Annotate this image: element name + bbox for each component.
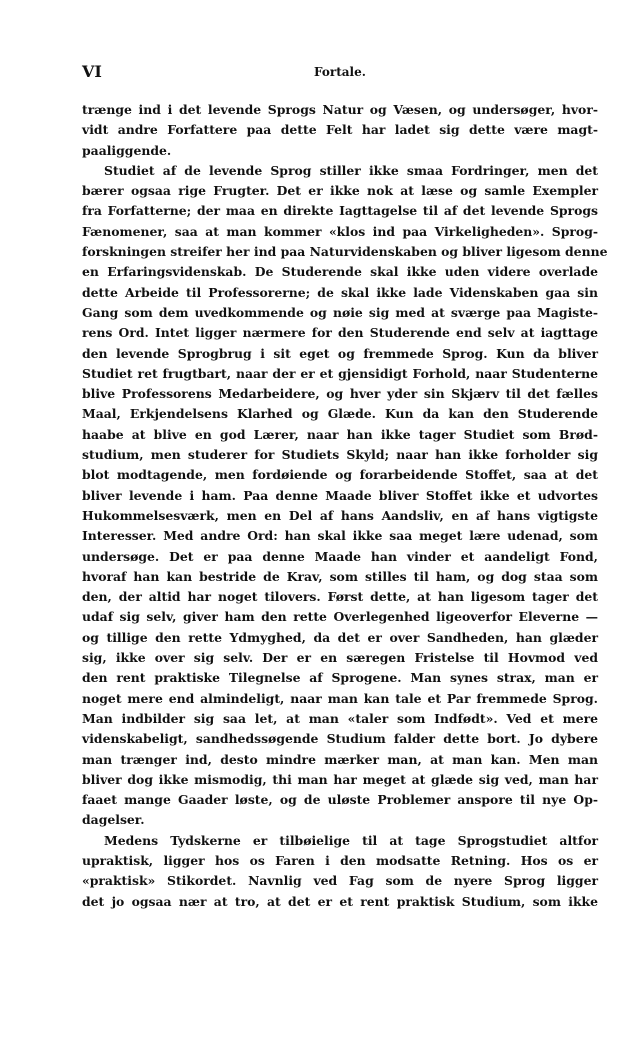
text-line: blot modtagende, men fordøiende og forarbeidende Stoffet, saa at det [82,467,598,483]
text-line: undersøge. Det er paa denne Maade han vinder et aandeligt Fond, [82,548,598,564]
text-line: studium, men studerer for Studiets Skyld; naar han ikke forholder sig [82,447,598,463]
text-line: upraktisk, ligger hos os Faren i den modsatte Retning. Hos os er [82,852,598,868]
text-line: Fænomener, saa at man kommer «klos ind paa Virkeligheden». Sprog- [82,223,598,239]
text-line: Medens Tydskerne er tilbøielige til at tage Sprogstudiet altfor [104,832,598,848]
text-line: vidt andre Forfattere paa dette Felt har ladet sig dette være magt- [82,122,598,138]
text-line: haabe at blive en god Lærer, naar han ikke tager Studiet som Brød- [82,426,598,442]
book-page [82,62,608,912]
text-line: fra Forfatterne; der maa en direkte Iagttagelse til af det levende Sprogs [82,203,598,219]
text-line: bliver levende i ham. Paa denne Maade bliver Stoffet ikke et udvortes [82,487,598,503]
text-line: det jo ogsaa nær at tro, at det er et rent praktisk Studium, som ikke [82,893,598,909]
text-line: Man indbilder sig saa let, at man «taler som Indfødt». Ved et mere [82,710,598,726]
text-line: man trænger ind, desto mindre mærker man, at man kan. Men man [82,751,598,767]
text-line: videnskabeligt, sandhedssøgende Studium falder dette bort. Jo dybere [82,731,598,747]
text-line: Gang som dem uvedkommende og nøie sig med at sværge paa Magiste- [82,304,598,320]
running-title: Fortale. [314,65,366,79]
text-line: rens Ord. Intet ligger nærmere for den Studerende end selv at iagttage [82,325,598,341]
page-number: VI [82,62,102,81]
text-line: «praktisk» Stikordet. Navnlig ved Fag som de nyere Sprog ligger [82,873,598,889]
text-line: noget mere end almindeligt, naar man kan tale et Par fremmede Sprog. [82,690,598,706]
page-header [82,62,598,84]
text-line: den rent praktiske Tilegnelse af Sprogene. Man synes strax, man er [82,670,598,686]
text-line: Studiet af de levende Sprog stiller ikke smaa Fordringer, men det [104,162,598,178]
body-text [82,100,608,912]
text-line: paaliggende. [82,142,172,158]
text-line: forskningen streifer her ind paa Naturvidenskaben og bliver ligesom denne [82,244,608,260]
text-line: sig, ikke over sig selv. Der er en særegen Fristelse til Hovmod ved [82,650,598,666]
text-line: faaet mange Gaader løste, og de uløste Problemer anspore til nye Op- [82,792,598,808]
text-line: blive Professorens Medarbeidere, og hver yder sin Skjærv til det fælles [82,386,598,402]
text-line: Studiet ret frugtbart, naar der er et gjensidigt Forhold, naar Studenterne [82,365,598,381]
text-line: udaf sig selv, giver ham den rette Overlegenhed ligeoverfor Eleverne — [82,609,598,625]
text-line: dette Arbeide til Professorerne; de skal ikke lade Videnskaben gaa sin [82,284,598,300]
text-line: bærer ogsaa rige Frugter. Det er ikke nok at læse og samle Exempler [82,183,598,199]
text-line: den levende Sprogbrug i sit eget og fremmede Sprog. Kun da bliver [82,345,598,361]
text-line: bliver dog ikke mismodig, thi man har meget at glæde sig ved, man har [82,771,598,787]
text-line: og tillige den rette Ydmyghed, da det er over Sandheden, han glæder [82,629,598,645]
text-line: dagelser. [82,812,145,828]
text-line: en Erfaringsvidenskab. De Studerende skal ikke uden videre overlade [82,264,598,280]
text-line: Maal, Erkjendelsens Klarhed og Glæde. Kun da kan den Studerende [82,406,598,422]
text-line: Interesser. Med andre Ord: han skal ikke saa meget lære udenad, som [82,528,598,544]
text-line: Hukommelsesværk, men en Del af hans Aandsliv, en af hans vigtigste [82,507,598,523]
text-line: den, der altid har noget tilovers. Først dette, at han ligesom tager det [82,589,598,605]
text-line: trænge ind i det levende Sprogs Natur og Væsen, og undersøger, hvor- [82,102,598,117]
text-line: hvoraf han kan bestride de Krav, som stilles til ham, og dog staa som [82,568,598,584]
